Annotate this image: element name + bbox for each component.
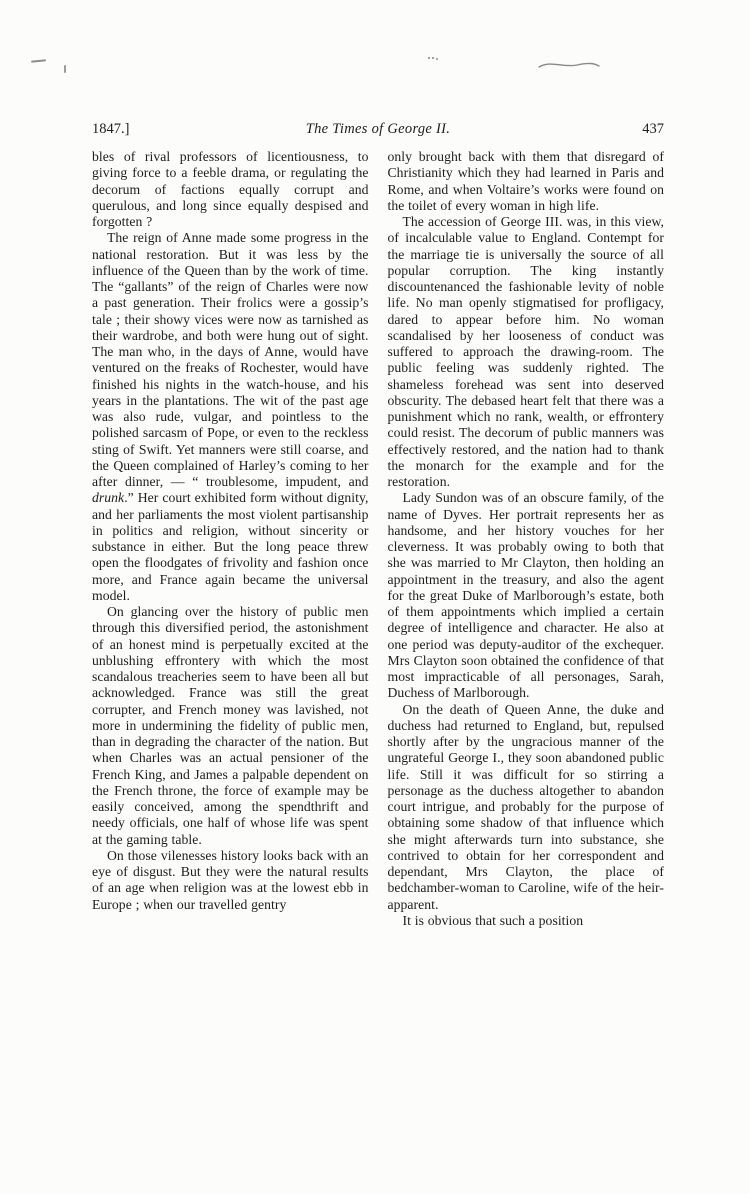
scan-artifact-squiggle — [537, 56, 601, 72]
header-title: The Times of George II. — [305, 121, 451, 137]
scan-artifact-dash — [31, 59, 46, 62]
right-column — [388, 149, 665, 929]
page-header — [92, 121, 664, 138]
paragraph-continuation: only brought back with them that disregard of Christianity which they had learned in Paris and Rome, and when Voltaire’s works were found on the toilet of every woman in high life. — [387, 149, 664, 213]
left-column — [92, 149, 369, 929]
italic-word: drunk — [92, 490, 125, 506]
paragraph: The accession of George III. was, in this view, of incalculable value to England. Contempt for the marriage tie is universally the source of all popular corruption. The king instantly discountenanced the fashionable levity of noble life. No man openly stigmatised for profligacy, dared to appear before him. No woman scandalised by her looseness of conduct was suffered to approach the drawing-room. The public feeling was suddenly righted. The shameless forehead was sent into deserved obscurity. The debased heart felt that there was a punishment which no rank, wealth, or effrontery could resist. The decorum of public manners was effectively restored, and the nation had to thank the monarch for the example and for the restoration. — [387, 214, 664, 489]
paragraph: On the death of Queen Anne, the duke and duchess had returned to England, but, repulsed shortly after by the ungracious manner of the ungrateful George I., they soon abandoned public life. Still it was difficult for so stirring a personage as the duchess altogether to abandon court intrigue, and probably for the purpose of obtaining some shadow of that influence which she might afterwards turn into substance, she contrived to obtain for her correspondent and dependant, Mrs Clayton, the place of bedchamber-woman to Caroline, wife of the heir-apparent. — [387, 701, 664, 912]
scan-artifact-speck — [64, 65, 66, 73]
text-block — [92, 149, 664, 929]
paragraph: On those vilenesses history looks back with an eye of disgust. But they were the natural results of an age when religion was at the lowest ebb in Europe ; when our travelled gentry — [92, 847, 369, 912]
scan-artifact-dots — [428, 57, 430, 59]
paragraph-continuation: bles of rival professors of licentiousness, to giving force to a feeble drama, or regulating the decorum of factions equally corrupt and querulous, and long since equally despised and forgotten ? — [92, 149, 369, 229]
paragraph: It is obvious that such a position — [402, 912, 584, 928]
header-date: 1847.] — [92, 121, 130, 137]
header-page-number: 437 — [642, 121, 664, 137]
paragraph — [92, 230, 369, 604]
paragraph: On glancing over the history of public men through this diversified period, the astonishment of an honest mind is perpetually excited at the unblushing effrontery with which the most scandalous treacheries seem to have been all but acknowledged. France was still the great corrupter, and French money was lavished, not more in undermining the fidelity of public men, than in degrading the character of the nation. But when Charles was an actual pensioner of the French King, and James a palpable dependent on the French throne, the force of example may be easily conceived, among the spendthrift and needy officials, one half of whose life was spent at the gaming table. — [92, 604, 369, 847]
paragraph-text: The reign of Anne made some progress in the national restoration. But it was less by the influence of the Queen than by the work of time. The “gallants” of the reign of Charles were now a past generation. Their frolics were a gossip’s tale ; their showy vices were now as tarnished as their wardrobe, and both were hung out of sight. The man who, in the days of Anne, would have ventured on the freaks of Rochester, would have finished his nights in the watch-house, and his years in the plantations. The wit of the past age was also rude, vulgar, and pointless to the polished sarcasm of Pope, or even to the reckless sting of Swift. Yet manners were still coarse, and the Queen complained of Harley’s coming to her after dinner, — “ troublesome, impudent, and — [92, 230, 369, 489]
paragraph-text: .” Her court exhibited form without dignity, and her parliaments the most violent partisanship in politics and religion, without sincerity or substance in either. But the long peace threw open the floodgates of frivolity and fashion once more, and France again became the universal model. — [92, 490, 369, 603]
paragraph: Lady Sundon was of an obscure family, of the name of Dyves. Her portrait represents her as handsome, and her history vouches for her cleverness. It was probably owing to both that she was married to Mr Clayton, then holding an appointment in the treasury, and also the agent for the great Duke of Marlborough’s estate, both of them appointments which implied a certain degree of intelligence and character. He also at one period was deputy-auditor of the exchequer. Mrs Clayton soon obtained the confidence of that most impracticable of all personages, Sarah, Duchess of Marlborough. — [387, 490, 664, 701]
